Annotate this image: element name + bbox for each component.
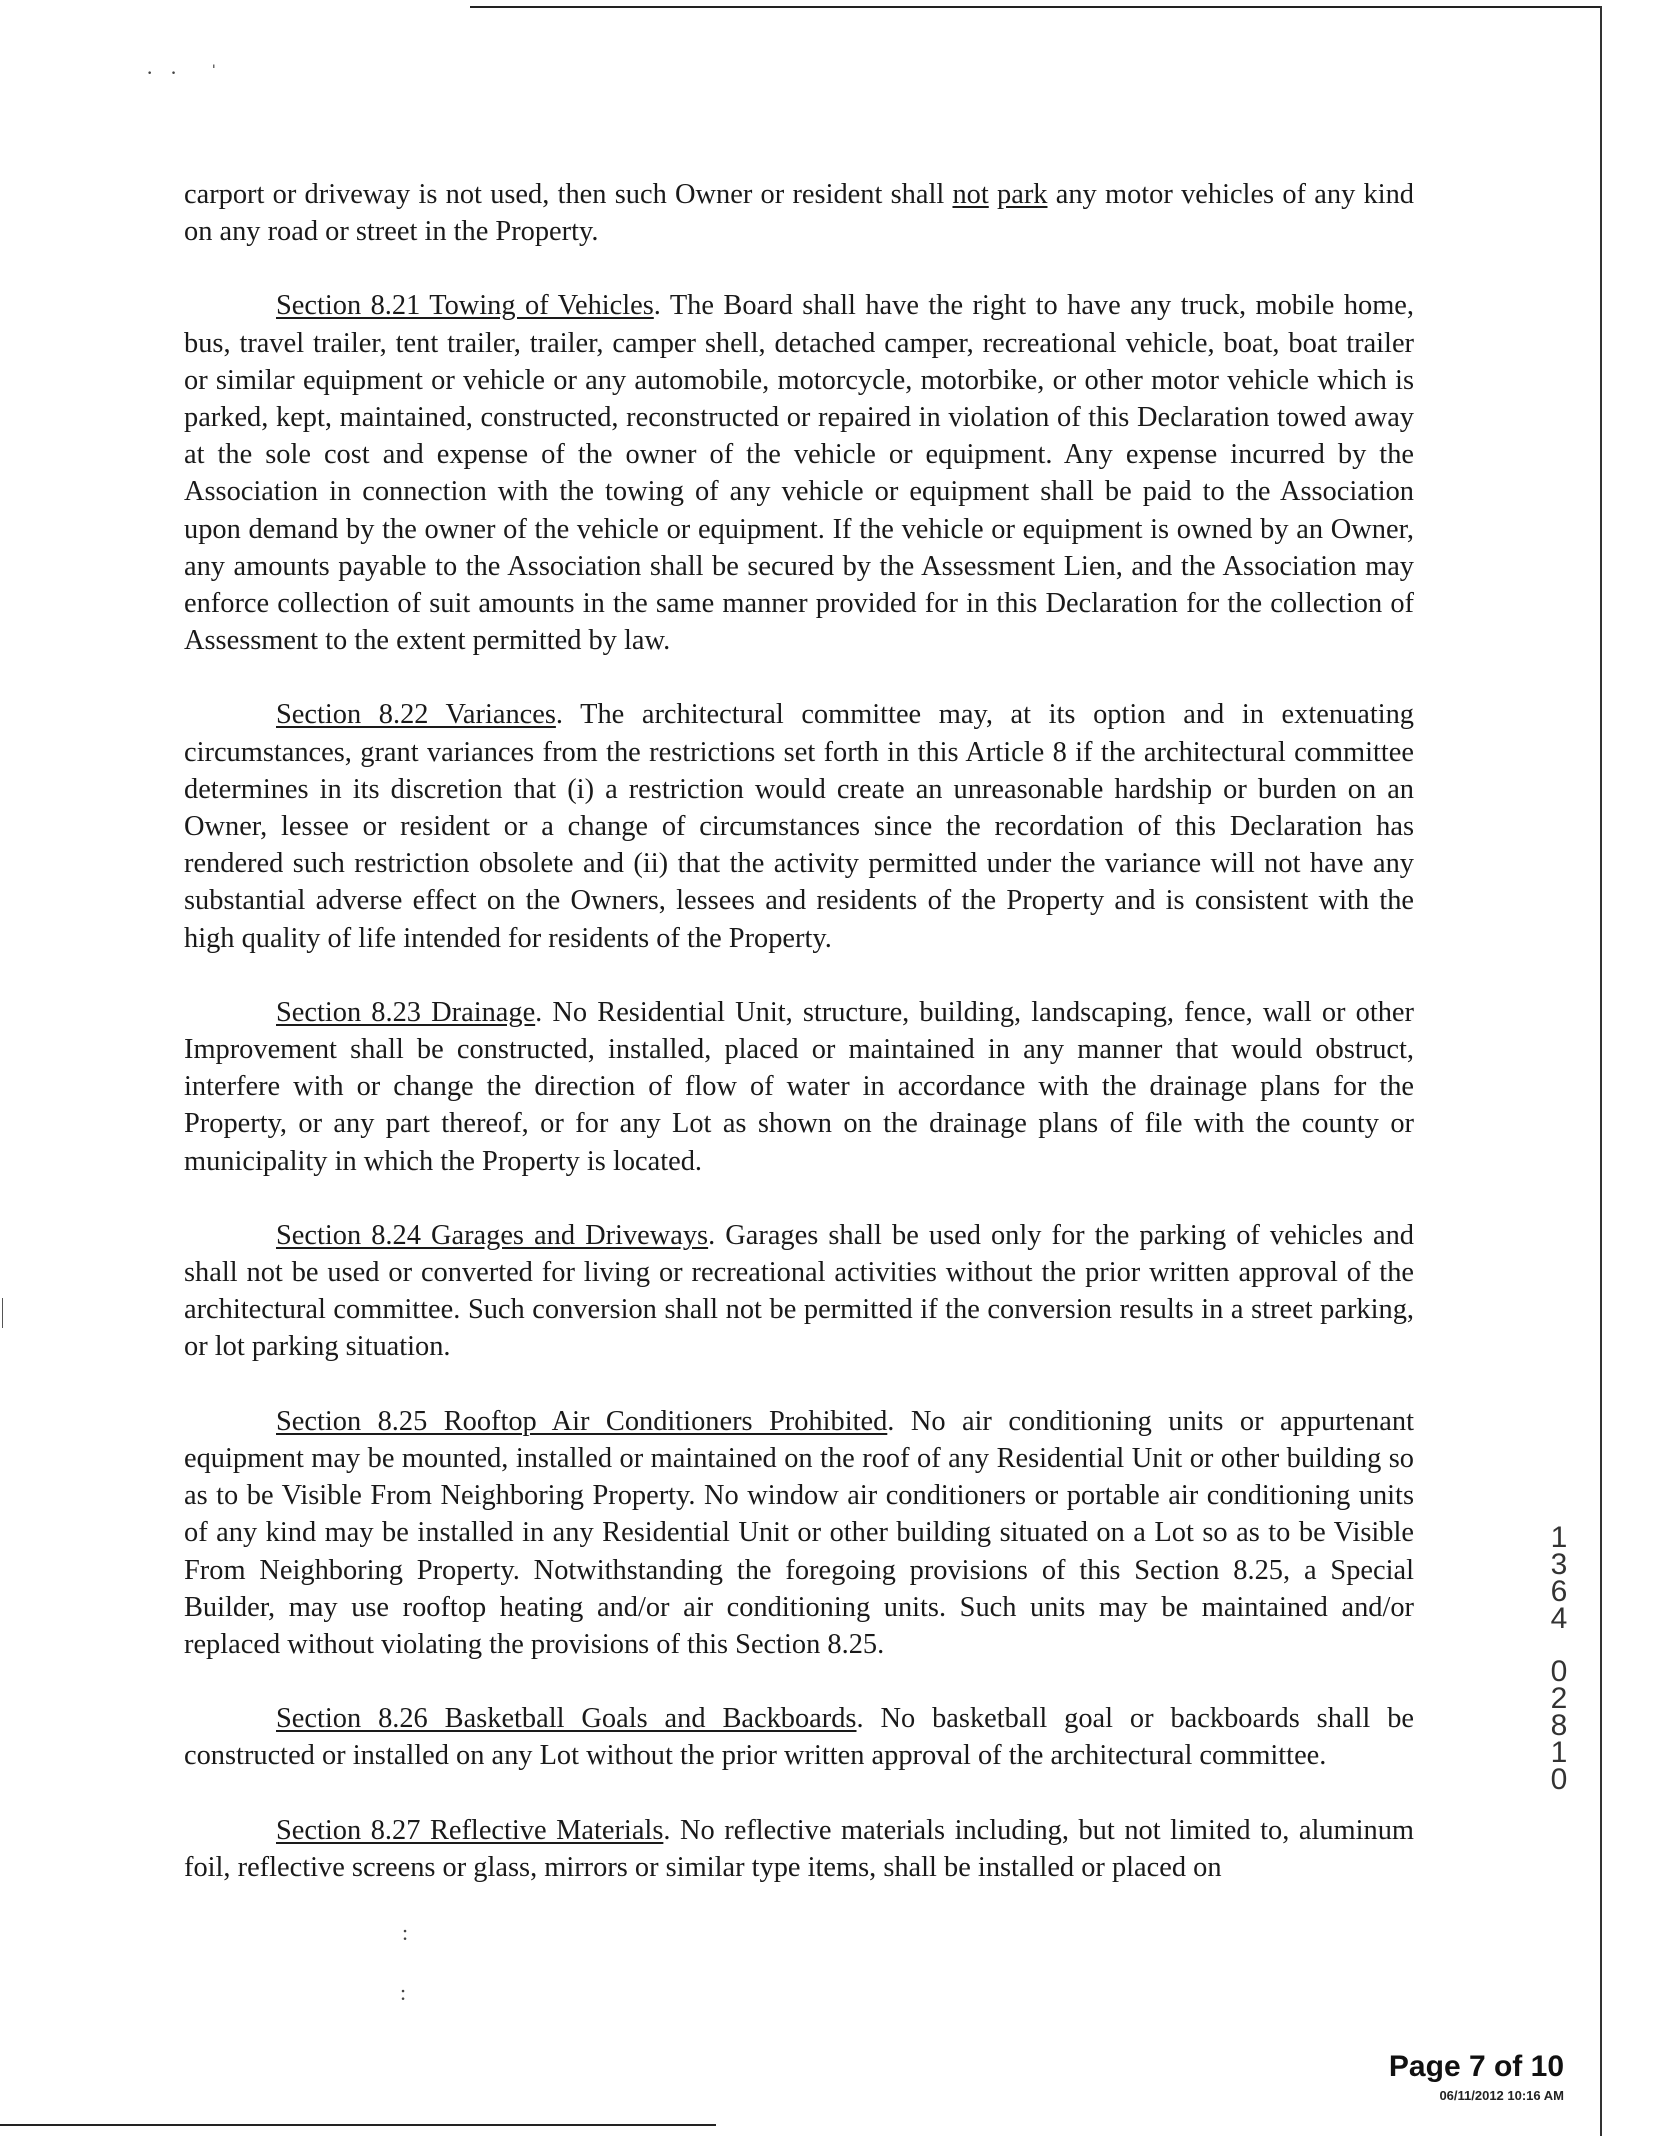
scan-speck: · · ˈ <box>146 60 218 85</box>
recording-digit: 0 <box>1550 1655 1568 1688</box>
recording-digit: 2 <box>1550 1682 1568 1715</box>
section-8-21 <box>184 287 1414 659</box>
recording-digit: 4 <box>1550 1602 1568 1635</box>
recording-digit: 3 <box>1550 1548 1568 1581</box>
section-8-25 <box>184 1403 1414 1663</box>
section-8-22 <box>184 696 1414 956</box>
underlined-word: park <box>997 179 1048 210</box>
section-text: . No Residential Unit, structure, building, landscaping, fence, wall or other Improvement shall be constructed, installed, placed or maintained in any manner that would obstruct, interfere with or change the direction of flow of water in accordance with the drainage plans for the Property, or any part thereof, or for any Lot as shown on the drainage plans of file with the county or municipality in which the Property is located. <box>184 996 1414 1177</box>
section-heading: Section 8.24 Garages and Driveways <box>276 1219 709 1251</box>
page-timestamp: 06/11/2012 10:16 AM <box>1439 2088 1564 2103</box>
bottom-border-line <box>0 2124 716 2126</box>
recording-digit: 0 <box>1550 1763 1568 1796</box>
paragraph-carport: carport or driveway is not used, then such Owner or resident shall not park any motor vehicles of any kind on any road or street in the Property. <box>184 179 1414 248</box>
right-border-line <box>1600 6 1602 2136</box>
top-border-line <box>470 6 1602 8</box>
left-scan-mark <box>2 1298 3 1328</box>
recording-digit: 8 <box>1550 1709 1568 1742</box>
section-8-26 <box>184 1700 1414 1774</box>
section-8-24 <box>184 1217 1414 1366</box>
section-text: . Garages shall be used only for the parking of vehicles and shall not be used or converted for living or recreational activities without the prior written approval of the architectural committee. Such conversion shall not be permitted if the conversion results in a street parking, or lot parking situation. <box>184 1219 1415 1363</box>
underlined-word: not <box>952 179 989 210</box>
section-text: . No reflective materials including, but not limited to, aluminum foil, reflective screens or glass, mirrors or similar type items, shall be installed or placed on <box>184 1814 1414 1883</box>
scan-speck: : <box>402 1920 409 1945</box>
section-heading: Section 8.27 Reflective Materials <box>276 1814 664 1846</box>
section-heading: Section 8.26 Basketball Goals and Backboards <box>276 1703 857 1735</box>
section-text: . The Board shall have the right to have any truck, mobile home, bus, travel trailer, tent trailer, trailer, camper shell, detached camper, recreational vehicle, boat, boat trailer or similar equipment or vehicle or any automobile, motorcycle, motorbike, or other motor vehicle which is parked, kept, maintained, constructed, reconstructed or repaired in violation of this Declaration towed away at the sole cost and expense of the owner of the vehicle or equipment. Any expense incurred by the Association in connection with the towing of any vehicle or equipment shall be paid to the Association upon demand by the owner of the vehicle or equipment. If the vehicle or equipment is owned by an Owner, any amounts payable to the Association shall be secured by the Assessment Lien, and the Association may enforce collection of suit amounts in the same manner provided for in this Declaration for the collection of Assessment to the extent permitted by law. <box>184 290 1414 657</box>
section-text: . No basketball goal or backboards shall be constructed or installed on any Lot without the prior written approval of the architectural committee. <box>184 1703 1414 1772</box>
recording-number-vertical <box>1548 1521 1570 1796</box>
section-heading: Section 8.23 Drainage <box>276 996 536 1028</box>
section-text: . The architectural committee may, at its option and in extenuating circumstances, grant variances from the restrictions set forth in this Article 8 if the architectural committee determines in its discretion that (i) a restriction would create an unreasonable hardship or burden on an Owner, lessee or resident or a change of circumstances since the recordation of this Declaration has rendered such restriction obsolete and (ii) that the activity permitted under the variance will not have any substantial adverse effect on the Owners, lessees and residents of the Property and is consistent with the high quality of life intended for residents of the Property. <box>184 699 1414 954</box>
scan-speck: : <box>400 1980 407 2005</box>
section-heading: Section 8.21 Towing of Vehicles <box>276 290 654 322</box>
document-body <box>184 176 1414 1923</box>
section-heading: Section 8.25 Rooftop Air Conditioners Prohibited <box>276 1405 888 1437</box>
section-heading: Section 8.22 Variances <box>276 699 556 731</box>
section-8-23 <box>184 994 1414 1180</box>
recording-digit: 6 <box>1550 1575 1568 1608</box>
section-8-27 <box>184 1812 1414 1886</box>
section-text: . No air conditioning units or appurtenant equipment may be mounted, installed or maintained on the roof of any Residential Unit or other building so as to be Visible From Neighboring Property. No window air conditioners or portable air conditioning units of any kind may be installed in any Residential Unit or other building situated on a Lot so as to be Visible From Neighboring Property. Notwithstanding the foregoing provisions of this Section 8.25, a Special Builder, may use rooftop heating and/or air conditioning units. Such units may be maintained and/or replaced without violating the provisions of this Section 8.25. <box>184 1405 1414 1660</box>
recording-digit: 1 <box>1550 1736 1568 1769</box>
page-number: Page 7 of 10 <box>1388 2050 1564 2083</box>
recording-digit: 1 <box>1550 1521 1568 1554</box>
